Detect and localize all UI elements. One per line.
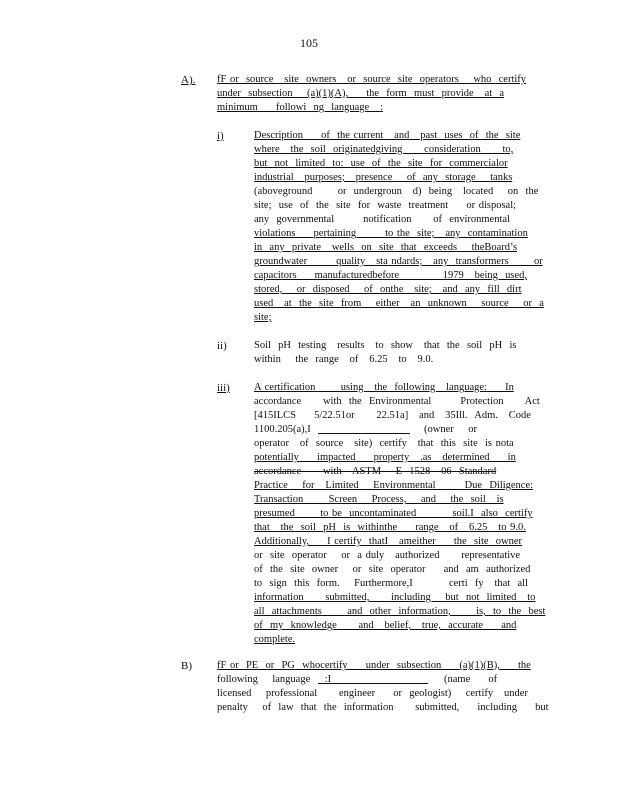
item-i-line: groundwater quality sta ndards; any transformers or <box>254 256 543 267</box>
item-ii-line: within the range of 6.25 to 9.0. <box>254 354 434 365</box>
owner-name-blank <box>318 423 410 434</box>
section-a-intro-line: fF or source site owners or source site operators who certify <box>217 74 527 85</box>
item-iii-line: (owner or <box>424 424 477 435</box>
item-iii-line: potentially impacted property .as determined in <box>254 452 516 463</box>
item-i-line: stored, or disposed of onthe site; and any fill dirt <box>254 284 522 295</box>
item-iii-line: information submitted, including but not limited to <box>254 592 536 603</box>
section-b-line: fF or PE or PG whocertify under subsection (a)(1)(B), the <box>217 660 531 671</box>
item-iii-struck-line: accordance with ASTM E 1528 06 Standard <box>254 466 497 477</box>
item-i-line: industrial purposes; presence of any storage tanks <box>254 172 513 183</box>
engineer-name-blank <box>318 673 428 684</box>
section-a-intro-line: minimum followi ng language : <box>217 102 383 113</box>
item-iii-line: presumed to be uncontaminated soil.I also certify <box>254 508 533 519</box>
item-iii-line: accordance with the Environmental Protection Act <box>254 396 540 407</box>
section-a-intro-line: under subsection (a)(1)(A), the form must provide at a <box>217 88 505 99</box>
item-i-label: i) <box>217 130 224 142</box>
item-iii-line: of the site owner or site operator and am authorized <box>254 564 531 575</box>
section-b-line: licensed professional engineer or geologist) certify under <box>217 688 528 699</box>
page-number: 105 <box>300 36 318 50</box>
item-iii-line: Additionally, I certify thatI ameither the site owner <box>254 536 523 547</box>
item-iii-label: iii) <box>217 382 230 394</box>
section-b-line: (name of <box>444 674 498 685</box>
item-iii-line: operator of source site) certify that this site is nota <box>254 438 514 449</box>
item-iii-line: to sign this form. Furthermore,I certi fy that all <box>254 578 528 589</box>
item-i-line: used at the site from either an unknown source or a <box>254 298 544 309</box>
item-iii-line: 1100.205(a),I <box>254 424 311 435</box>
item-ii-label: ii) <box>217 340 227 352</box>
item-i-line: in any private wells on site that exceeds theBoard’s <box>254 242 518 253</box>
item-i-line: (aboveground or undergroun d) being located on the <box>254 186 539 197</box>
item-i-line: but not limited to: use of the site for commercialor <box>254 158 508 169</box>
section-b-line: penalty of law that the information submitted, including but <box>217 702 549 713</box>
section-b-line: following language :I <box>217 674 332 685</box>
section-a-label: A). <box>181 74 196 86</box>
item-iii-line: all attachments and other information, is, to the best <box>254 606 546 617</box>
item-iii-line: that the soil pH is withinthe range of 6.25 to 9.0. <box>254 522 526 533</box>
item-iii-line: complete. <box>254 634 296 645</box>
item-i-line: capacitors manufacturedbefore 1979 being used, <box>254 270 528 281</box>
item-i-line: where the soil originatedgiving consideration to, <box>254 144 514 155</box>
item-i-line: violations pertaining to the site; any contamination <box>254 228 528 239</box>
item-iii-line: [415ILCS 5/22.51or 22.51a] and 35Ill. Adm. Code <box>254 410 531 421</box>
section-b-label: B) <box>181 660 192 672</box>
item-i-line: Description of the current and past uses of the site <box>254 130 521 141</box>
item-iii-line: Transaction Screen Process, and the soil is <box>254 494 504 505</box>
item-iii-line: A certification using the following language: In <box>254 382 514 393</box>
item-iii-line: Practice for Limited Environmental Due Diligence: <box>254 480 534 491</box>
item-ii-line: Soil pH testing results to show that the soil pH is <box>254 340 517 351</box>
item-i-line: site; use of the site for waste treatment or disposal; <box>254 200 517 211</box>
item-i-line: site; <box>254 312 272 323</box>
item-i-line: any governmental notification of environmental <box>254 214 510 225</box>
item-iii-line: of my knowledge and belief, true, accurate and <box>254 620 517 631</box>
item-iii-line: or site operator or a duly authorized representative <box>254 550 521 561</box>
